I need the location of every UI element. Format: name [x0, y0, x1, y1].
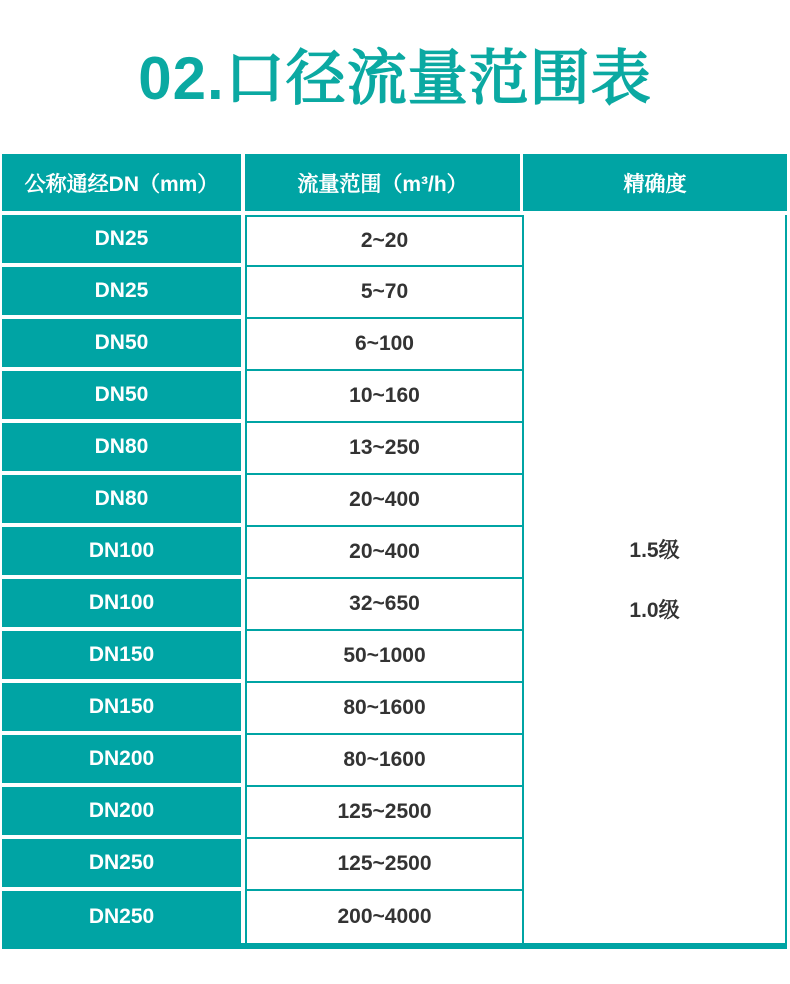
dn-cell: DN50: [2, 319, 241, 367]
accuracy-value-1: 1.5级: [629, 539, 680, 562]
dn-cell: DN250: [2, 891, 241, 943]
range-cell: 5~70: [247, 267, 522, 319]
dn-cell: DN25: [2, 215, 241, 263]
accuracy-merged-cell: [524, 215, 787, 943]
range-column: [245, 215, 524, 943]
range-cell: 20~400: [247, 527, 522, 579]
range-cell: 125~2500: [247, 839, 522, 891]
dn-cell: DN200: [2, 735, 241, 783]
range-cell: 20~400: [247, 475, 522, 527]
range-cell: 125~2500: [247, 787, 522, 839]
dn-column: [2, 215, 241, 943]
range-cell: 2~20: [247, 215, 522, 267]
col-header-nominal-diameter: 公称通经DN（mm）: [2, 154, 241, 211]
dn-cell: DN250: [2, 839, 241, 887]
range-cell: 32~650: [247, 579, 522, 631]
table-header-row: [2, 154, 787, 211]
dn-cell: DN50: [2, 371, 241, 419]
range-cell: 13~250: [247, 423, 522, 475]
range-cell: 6~100: [247, 319, 522, 371]
range-cell: 200~4000: [247, 891, 522, 943]
dn-cell: DN200: [2, 787, 241, 835]
dn-cell: DN150: [2, 683, 241, 731]
page-title: 02.口径流量范围表: [138, 45, 652, 112]
range-cell: 80~1600: [247, 735, 522, 787]
dn-cell: DN150: [2, 631, 241, 679]
table-body: [2, 215, 787, 949]
col-header-accuracy: 精确度: [523, 154, 787, 211]
flow-range-table: [2, 154, 787, 949]
col-header-flow-range: 流量范围（m³/h）: [245, 154, 520, 211]
dn-cell: DN100: [2, 579, 241, 627]
range-cell: 80~1600: [247, 683, 522, 735]
range-cell: 50~1000: [247, 631, 522, 683]
dn-cell: DN80: [2, 475, 241, 523]
range-cell: 10~160: [247, 371, 522, 423]
accuracy-value-2: 1.0级: [629, 599, 680, 622]
dn-cell: DN100: [2, 527, 241, 575]
dn-cell: DN80: [2, 423, 241, 471]
dn-cell: DN25: [2, 267, 241, 315]
